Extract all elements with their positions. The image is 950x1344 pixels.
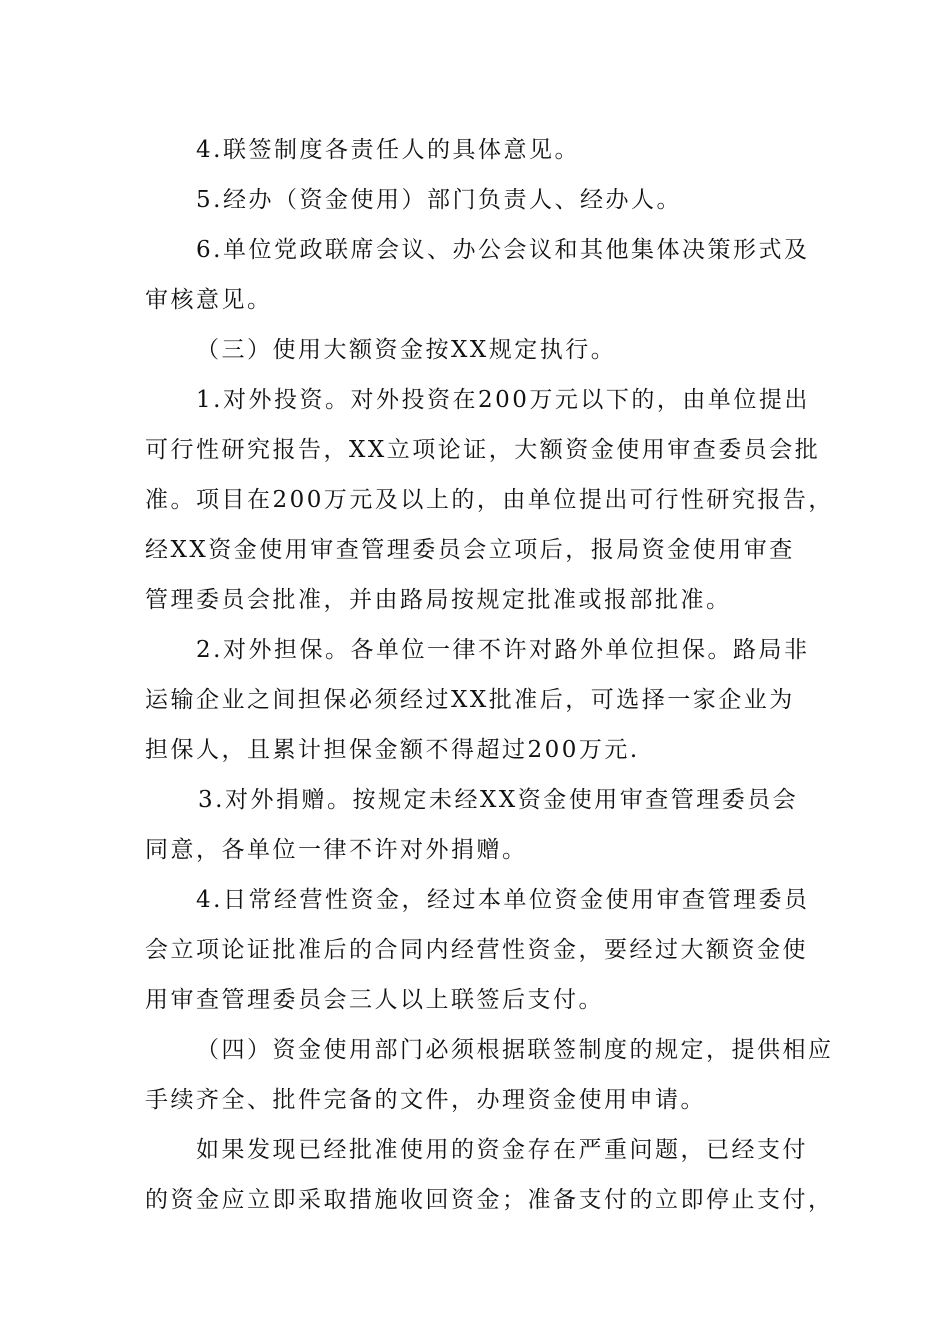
text-line: 同意，各单位一律不许对外捐赠。 (145, 837, 528, 863)
text-line: 1.对外投资。对外投资在200万元以下的，由单位提出 (196, 387, 810, 413)
text-line: 经XX资金使用审查管理委员会立项后，报局资金使用审查 (145, 537, 795, 563)
text-line: 审核意见。 (145, 287, 273, 313)
text-line: 的资金应立即采取措施收回资金；准备支付的立即停止支付， (145, 1187, 834, 1213)
text-line: （四）资金使用部门必须根据联签制度的规定，提供相应 (196, 1037, 834, 1063)
text-line: （三）使用大额资金按XX规定执行。 (196, 337, 617, 363)
text-line: 5.经办（资金使用）部门负责人、经办人。 (196, 187, 682, 213)
text-line: 4.联签制度各责任人的具体意见。 (196, 137, 580, 163)
text-line: 用审查管理委员会三人以上联签后支付。 (145, 987, 604, 1013)
text-line: 2.对外担保。各单位一律不许对路外单位担保。路局非 (196, 637, 810, 663)
text-line: 3.对外捐赠。按规定未经XX资金使用审查管理委员会 (198, 787, 799, 813)
text-line: 管理委员会批准，并由路局按规定批准或报部批准。 (145, 587, 732, 613)
text-line: 手续齐全、批件完备的文件，办理资金使用申请。 (145, 1087, 706, 1113)
text-line: 运输企业之间担保必须经过XX批准后，可选择一家企业为 (145, 687, 795, 713)
text-line: 4.日常经营性资金，经过本单位资金使用审查管理委员 (196, 887, 810, 913)
text-line: 如果发现已经批准使用的资金存在严重问题，已经支付 (196, 1137, 808, 1163)
text-line: 准。项目在200万元及以上的，由单位提出可行性研究报告， (145, 487, 834, 513)
text-line: 可行性研究报告，XX立项论证，大额资金使用审查委员会批 (145, 437, 821, 463)
text-line: 会立项论证批准后的合同内经营性资金，要经过大额资金使 (145, 937, 808, 963)
text-line: 6.单位党政联席会议、办公会议和其他集体决策形式及 (196, 237, 810, 263)
text-line: 担保人，且累计担保金额不得超过200万元. (145, 737, 640, 763)
